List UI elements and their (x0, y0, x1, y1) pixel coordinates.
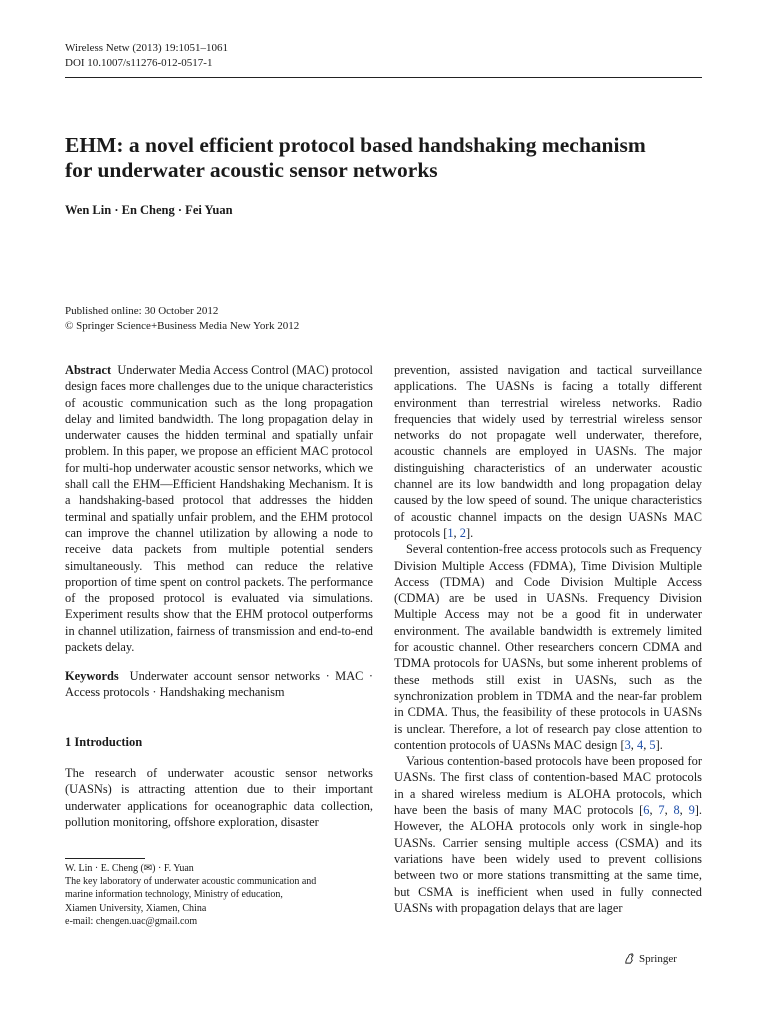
introduction-paragraph (65, 765, 373, 830)
intro-text: The research of underwater acoustic sensor networks (UASNs) is attracting attention due to their important underwater applications for oceanographic data collection, pollution monitoring, offshore exploration, disaster (65, 766, 373, 829)
author-affiliation-footnote (65, 862, 375, 928)
footnote-affiliation-2: marine information technology, Ministry of education, (65, 889, 283, 901)
body-paragraph-2: Several contention-free access protocols such as Frequency Division Multiple Access (FDMA), Time Division Multiple Access (TDMA) and Code Division Multiple Access (CDMA) are be used in UASNs. Frequency Division Multiple Access may not be a good fit in underwater environment. The available bandwidth is extremely limited for acoustic channel. Other researchers concern CDMA and TDMA protocols for UASNs, but some inherent problems of these methods still exist in UASNs, such as the synchronization problem in TDMA and the near-far problem in CDMA. Thus, the feasibility of these protocols in UASNs is unclear. Therefore, a lot of research pay close attention to contention protocols of UASNs MAC design [3, 4, 5]. (394, 542, 702, 752)
citation-link[interactable]: 8 (673, 803, 680, 818)
keywords (65, 668, 373, 701)
abstract (65, 362, 373, 655)
footnote-email[interactable]: e-mail: chengen.uac@gmail.com (65, 915, 198, 927)
author-list: Wen Lin · En Cheng · Fei Yuan (65, 203, 233, 217)
keywords-text: Underwater account sensor networks · MAC · Access protocols · Handshaking mechanism (65, 669, 373, 700)
publication-info (65, 304, 299, 334)
footnote-authors: W. Lin · E. Cheng (✉) · F. Yuan (65, 863, 194, 874)
citation-link[interactable]: 2 (459, 525, 466, 540)
section-heading-introduction: 1 Introduction (65, 735, 143, 749)
body-paragraph-3: Various contention-based protocols have been proposed for UASNs. The first class of contention-based MAC protocols in a shared wireless medium is ALOHA protocols, which have been the basis of many MAC protocols [6, 7, 8, 9]. However, the ALOHA protocols only work in single-hop UASNs. Carrier sensing multiple access (CSMA) and its variations have been widely used to prevent collisions between two or more stations transmitting at the same time, but CSMA is inefficient when used in fully connected UASNs with propagation delays that are lager (394, 754, 702, 915)
published-date: Published online: 30 October 2012 (65, 305, 219, 317)
publisher-mark (623, 952, 677, 965)
body-paragraph-1: prevention, assisted navigation and tactical surveillance applications. The UASNs is facing a totally different environment than terrestrial wireless networks. Radio frequencies that widely used by terrestrial wireless sensor networks do not propagate well underwater, therefore, acoustic channels are employed in UASNs. The major distinguishing characteristics of an underwater acoustic channel are its low bandwidth and long propagation delay caused by the low speed of sound. The unique characteristics of acoustic channel impacts on the design UASNs MAC protocols [1, 2]. (394, 363, 702, 540)
keywords-label: Keywords (65, 669, 119, 683)
abstract-text: Underwater Media Access Control (MAC) protocol design faces more challenges due to the unique characteristics of acoustic communication such as the long propagation delay and limited bandwidth. The long propagation delay in underwater causes the hidden terminal and spatially unfair problem. In this paper, we propose an efficient MAC protocol for multi-hop underwater acoustic sensor networks, which we shall call the EHM—Efficient Handshaking Mechanism. It is a handshaking-based protocol that addresses the hidden terminal and spatially unfair problem, and the EHM protocol can improve the channel utilization by allowing a node to receive data packets from multiple potential senders simultaneously. This method can reduce the relative proportion of time spent on control packets. The performance of the proposed protocol is evaluated via simulations. Experiment results show that the EHM protocol outperforms in channel utilization, fairness of transmission and end-to-end packets delay. (65, 363, 373, 655)
copyright: © Springer Science+Business Media New York 2012 (65, 320, 300, 332)
citation-link[interactable]: 7 (658, 803, 665, 818)
springer-horse-icon (623, 952, 636, 965)
right-column-body (394, 362, 702, 916)
publisher-name: Springer (639, 952, 677, 965)
abstract-label: Abstract (65, 363, 112, 377)
title-line-1: EHM: a novel efficient protocol based handshaking mechanism (65, 133, 646, 157)
title-line-2: for underwater acoustic sensor networks (65, 158, 438, 182)
footnote-affiliation-1: The key laboratory of underwater acoustic communication and (65, 876, 317, 888)
citation-link[interactable]: 4 (637, 737, 644, 752)
citation-link[interactable]: 1 (447, 525, 454, 540)
footnote-rule (65, 858, 145, 859)
footnote-affiliation-3: Xiamen University, Xiamen, China (65, 902, 207, 914)
citation-link[interactable]: 6 (643, 803, 650, 818)
citation-link[interactable]: 3 (624, 737, 631, 752)
journal-citation: Wireless Netw (2013) 19:1051–1061 (65, 42, 229, 54)
header-rule (65, 77, 702, 78)
paper-title (65, 133, 705, 183)
citation-link[interactable]: 5 (649, 737, 656, 752)
citation-link[interactable]: 9 (688, 803, 695, 818)
doi: DOI 10.1007/s11276-012-0517-1 (65, 57, 213, 69)
